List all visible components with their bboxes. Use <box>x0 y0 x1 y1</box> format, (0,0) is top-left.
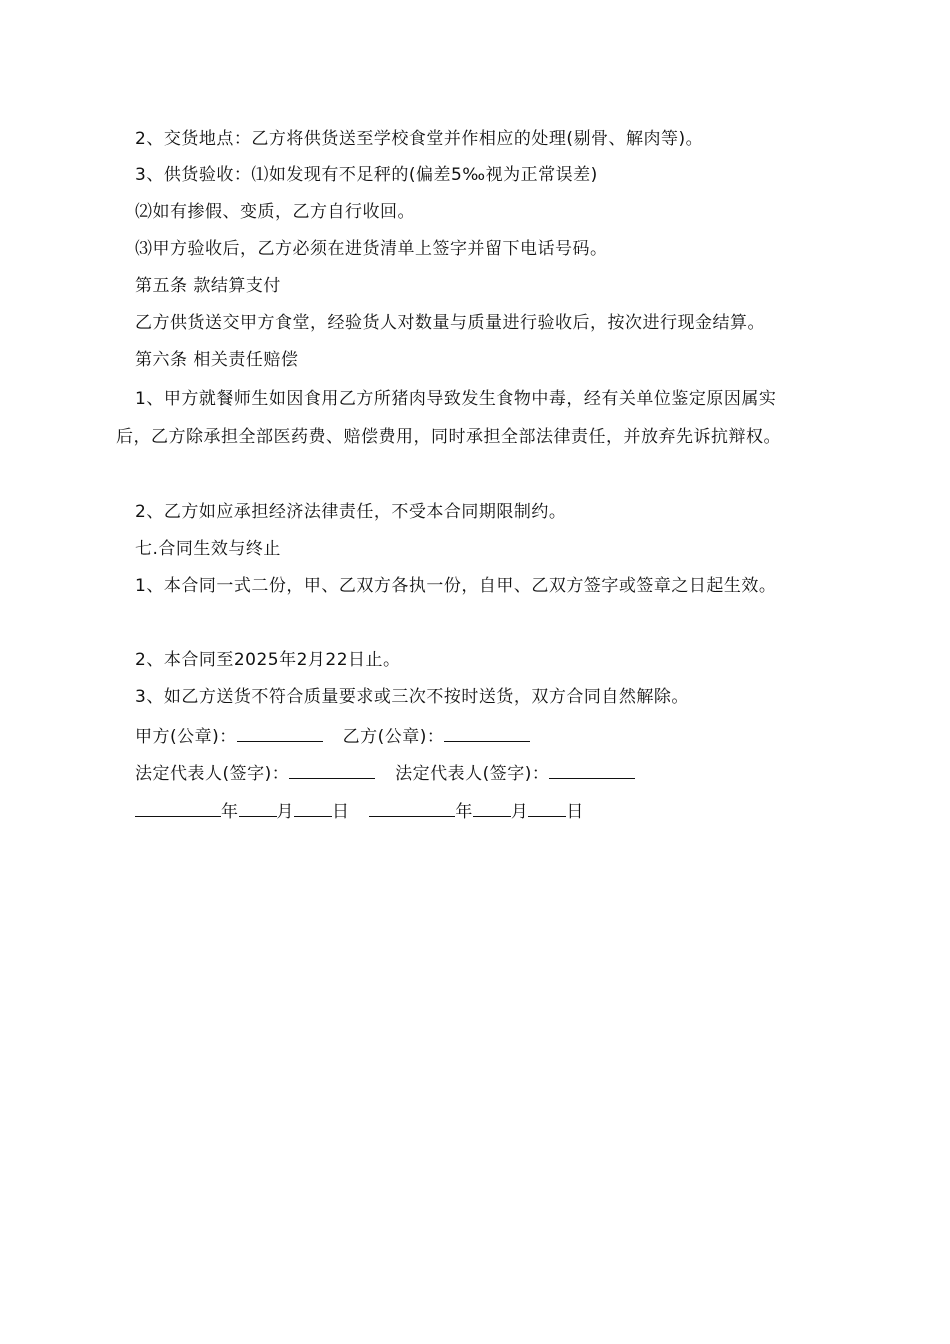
article-5-heading: 第五条 款结算支付 <box>135 276 281 296</box>
date-b-month-blank <box>473 798 511 817</box>
rep-b-blank <box>549 760 635 779</box>
party-b-seal-label: 乙方(公章)： <box>342 727 445 747</box>
date-b-day-label: 日 <box>566 802 584 822</box>
rep-b-label: 法定代表人(签字)： <box>395 764 550 784</box>
date-a-day-blank <box>294 798 332 817</box>
article-7-clause-2: 2、本合同至2025年2月22日止。 <box>135 650 401 670</box>
representative-row <box>135 760 635 786</box>
article-5-body: 乙方供货送交甲方食堂，经验货人对数量与质量进行验收后，按次进行现金结算。 <box>135 313 765 333</box>
party-a-seal-label: 甲方(公章)： <box>135 727 237 747</box>
clause-delivery-location: 2、交货地点：乙方将供货送至学校食堂并作相应的处理(剔骨、解肉等)。 <box>135 129 704 149</box>
date-a-year-label: 年 <box>221 802 239 822</box>
date-a-month-label: 月 <box>276 802 294 822</box>
rep-a-label: 法定代表人(签字)： <box>135 764 290 784</box>
party-a-seal-blank <box>237 723 323 742</box>
date-a-month-blank <box>239 798 277 817</box>
seal-row <box>135 723 530 749</box>
article-7-heading: 七.合同生效与终止 <box>135 539 281 559</box>
clause-acceptance-item-2: ⑵如有掺假、变质，乙方自行收回。 <box>135 202 415 222</box>
date-a-year-blank <box>135 798 221 817</box>
date-b-day-blank <box>528 798 566 817</box>
date-a-day-label: 日 <box>332 802 350 822</box>
date-b-year-blank <box>369 798 455 817</box>
rep-a-blank <box>289 760 375 779</box>
article-7-clause-3: 3、如乙方送货不符合质量要求或三次不按时送货，双方合同自然解除。 <box>135 687 689 707</box>
article-6-clause-1-line-1: 1、甲方就餐师生如因食用乙方所猪肉导致发生食物中毒，经有关单位鉴定原因属实 <box>135 389 777 409</box>
article-6-heading: 第六条 相关责任赔偿 <box>135 350 299 370</box>
date-row <box>135 798 584 824</box>
party-b-seal-blank <box>444 723 530 742</box>
clause-acceptance-item-3: ⑶甲方验收后，乙方必须在进货清单上签字并留下电话号码。 <box>135 239 608 259</box>
date-b-year-label: 年 <box>455 802 473 822</box>
article-6-clause-2: 2、乙方如应承担经济法律责任，不受本合同期限制约。 <box>135 502 567 522</box>
clause-acceptance: 3、供货验收：⑴如发现有不足秤的(偏差5‰视为正常误差) <box>135 165 598 185</box>
article-7-clause-1: 1、本合同一式二份，甲、乙双方各执一份，自甲、乙双方签字或签章之日起生效。 <box>135 576 777 596</box>
article-6-clause-1-line-2: 后，乙方除承担全部医药费、赔偿费用，同时承担全部法律责任，并放弃先诉抗辩权。 <box>116 427 781 447</box>
date-b-month-label: 月 <box>510 802 529 822</box>
